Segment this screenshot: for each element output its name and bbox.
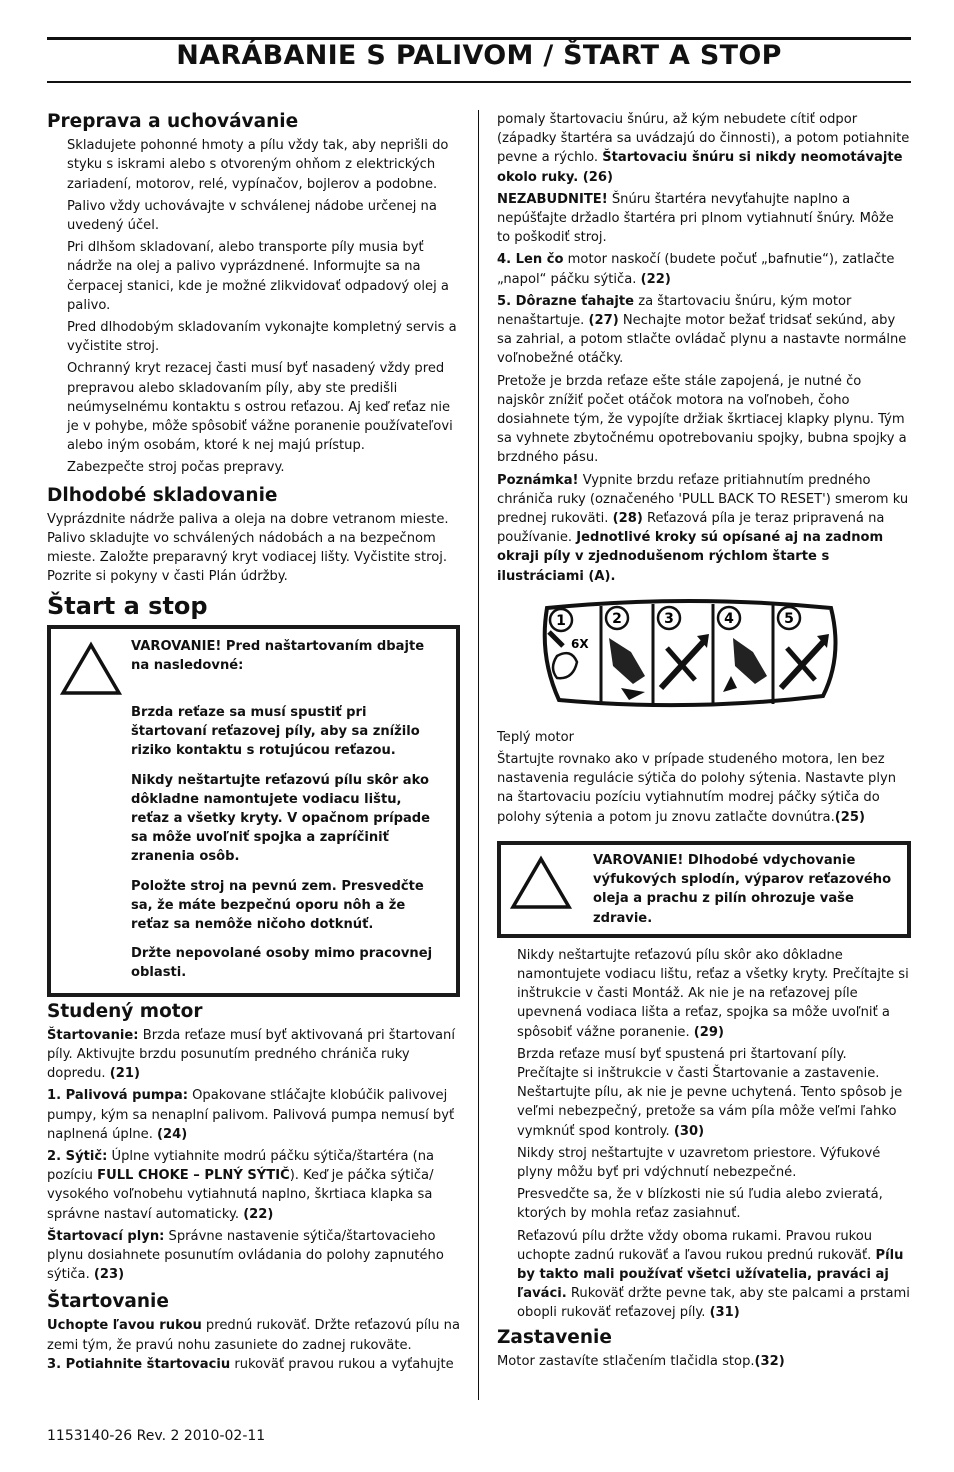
heading-start-stop: Štart a stop xyxy=(47,591,208,620)
paragraph: Teplý motor xyxy=(497,729,574,745)
step-number: 5 xyxy=(784,610,794,627)
step-number: 1 xyxy=(556,612,566,629)
paragraph: Vyprázdnite nádrže paliva a oleja na dobre vetranom mieste. Palivo skladujte vo schválených nádobách a na bezpečnom mieste. Založte preparavný kryt vodiacej lišty. Vyčistite stroj. Pozrite si pokyny v časti Plán údržby. xyxy=(47,511,449,585)
warning-box xyxy=(47,625,460,997)
heading-dlhodobe: Dlhodobé skladovanie xyxy=(47,484,278,506)
page-title: NARÁBANIE S PALIVOM / ŠTART A STOP xyxy=(176,40,782,71)
step-number: 2 xyxy=(612,610,622,627)
paragraph: Reťazovú pílu držte vždy oboma rukami. Pravou rukou uchopte zadnú rukoväť a ľavou rukou prednú rukoväť. Pílu by takto mali používať všetci užívatelia, praváci aj ľaváci. Rukoväť držte pevne tak, aby ste palcami a prstami obopli rukoväť reťazovej píly. (31) xyxy=(517,1228,910,1321)
heading-preprava: Preprava a uchovávanie xyxy=(47,111,299,132)
paragraph: 1. Palivová pumpa: Opakovane stláčajte klobúčik palivovej pumpy, kým sa nenaplní palivom. Palivová pumpa nemusí byť naplnená úplne. (24) xyxy=(47,1088,455,1142)
paragraph: Nikdy stroj neštartujte v uzavretom priestore. Výfukové plyny môžu byť pri vdýchnutí nebezpečné. xyxy=(517,1145,881,1180)
paragraph: 5. Dôrazne ťahajte za štartovaciu šnúru, kým motor nenaštartuje. (27) Nechajte motor bežať tridsať sekúnd, aby sa zahrial, a potom stlačte ovládač plynu a nastavte normálne voľnobežné otáčky. xyxy=(497,293,907,367)
paragraph: Brzda reťaze musí byť spustená pri štartovaní píly. Prečítajte si inštrukcie v časti Štartovanie a zastavenie. Neštartujte pílu, ak nie je pevne uchytená. Tento spôsob je veľmi nebezpečný, pretože sa vám píla môže veľmi ľahko vymknúť spod kontroly. (30) xyxy=(517,1046,903,1139)
heading-studeny: Studený motor xyxy=(47,1000,203,1022)
warning-item: Držte nepovolané osoby mimo pracovnej oblasti. xyxy=(131,946,433,981)
paragraph: Pred dlhodobým skladovaním vykonajte kompletný servis a vyčistite stroj. xyxy=(67,319,457,355)
paragraph: Štartovanie: Brzda reťaze musí byť aktivovaná pri štartovaní píly. Aktivujte brzdu posunutím predného chrániča ruky dopredu. (21) xyxy=(47,1027,455,1082)
footer-revision: 1153140-26 Rev. 2 2010-02-11 xyxy=(47,1428,266,1444)
paragraph: Zabezpečte stroj počas prepravy. xyxy=(67,460,285,476)
paragraph: Nikdy neštartujte reťazovú pílu skôr ako dôkladne namontujete vodiacu lištu, reťaz a všetky kryty. Prečítajte si inštrukcie v časti Montáž. Ak nie je na reťazovej píle upevnená vodiaca lišta a reťaz, spojka sa môže uvoľniť a spôsobiť vážne poranenie. (29) xyxy=(517,947,909,1040)
warning-triangle-icon xyxy=(509,851,593,928)
column-divider xyxy=(478,110,479,1400)
paragraph: Presvedčte sa, že v blízkosti nie sú ľudia alebo zvieratá, ktorých by mohla reťaz zasiahnuť. xyxy=(517,1187,883,1222)
paragraph: Pretože je brzda reťaze ešte stále zapojená, je nutné čo najskôr znížiť počet otáčok motora na voľnobeh, čoho dosiahnete tým, že vypojíte držiak škrtiacej klapky plynu. Tým sa vyhnete zbytočnému opotrebovaniu spojky, bubna spojky a brzdného pásu. xyxy=(497,373,907,466)
paragraph: pomaly štartovaciu šnúru, až kým nebudete cítiť odpor (západky štartéra sa uvádzajú do činnosti), a potom potiahnite pevne a rýchlo. Štartovaciu šnúru si nikdy neomotávajte okolo ruky. (26) xyxy=(497,112,910,185)
warning-item: Položte stroj na pevnú zem. Presvedčte sa, že máte bezpečnú oporu nôh a že reťaz sa nemôže ničoho dotknúť. xyxy=(131,878,424,932)
step-number: 3 xyxy=(664,610,674,627)
paragraph: Štartujte rovnako ako v prípade studeného motora, len bez nastavenia regulácie sýtiča do polohy sýtenia. Nastavte plyn na štartovaciu pozíciu vytiahnutím modrej páčky sýtiča do polohy sýtenia a potom ju znovu zatlačte dovnútra.(25) xyxy=(497,752,897,825)
illus-6x-label: 6X xyxy=(571,636,589,651)
paragraph: Motor zastavíte stlačením tlačidla stop.(32) xyxy=(497,1353,785,1369)
paragraph: Pri dlhšom skladovaní, alebo transporte píly musia byť nádrže na olej a palivo vyprázdnené. Informujte sa na čerpacej stanici, kde je možné zlikvidovať odpadový olej a palivo. xyxy=(67,240,449,313)
paragraph: 3. Potiahnite štartovaciu rukoväť pravou rukou a vyťahujte xyxy=(47,1356,454,1372)
right-column xyxy=(497,110,911,1374)
heading-zastavenie: Zastavenie xyxy=(497,1326,612,1348)
warning-box xyxy=(497,841,911,938)
paragraph: Palivo vždy uchovávajte v schválenej nádobe určenej na uvedený účel. xyxy=(67,198,437,233)
paragraph: Štartovací plyn: Správne nastavenie sýtiča/štartovacieho plynu dosiahnete posunutím ovládania do polohy zapnutého sýtiča. (23) xyxy=(47,1228,444,1283)
warning-item: Nikdy neštartujte reťazovú pílu skôr ako dôkladne namontujete vodiacu lištu, reťaz a všetky kryty. V opačnom prípade sa môže uvoľniť spojka a zapríčiniť zranenia osôb. xyxy=(131,772,431,865)
warning-triangle-icon xyxy=(59,637,131,983)
paragraph: 2. Sýtič: Úplne vytiahnite modrú páčku sýtiča/štartéra (na pozíciu FULL CHOKE – PLNÝ SÝTIČ). Keď je páčka sýtiča/ vysokého voľnobehu vytiahnutá naplno, škrtiaca klapka sa správne nastaví automaticky. (22) xyxy=(47,1148,435,1222)
title-rule xyxy=(47,81,911,83)
safety-list xyxy=(497,946,911,1323)
preprava-section xyxy=(47,136,460,477)
left-column xyxy=(47,110,460,1377)
paragraph: Ochranný kryt rezacej časti musí byť nasadený vždy pred prepravou alebo skladovaním píly, aby ste predišli neúmyselnému kontaktu s ostrou reťazou. Aj keď reťaz nie je v pohybe, môže spôsobiť vážne poranenie používateľovi alebo iným osobám, ktoré k nej majú prístup. xyxy=(67,361,453,454)
paragraph: NEZABUDNITE! Šnúru štartéra nevyťahujte naplno a nepúšťajte držadlo štartéra pri plnom vytiahnutí šnúry. Môže to poškodiť stroj. xyxy=(497,191,894,246)
quick-start-illustration xyxy=(537,596,911,716)
warning-title: VAROVANIE! Pred naštartovaním dbajte na nasledovné: xyxy=(131,638,425,673)
paragraph: Poznámka! Vypnite brzdu reťaze pritiahnutím predného chrániča ruky (označeného 'PULL BACK TO RESET') smerom ku prednej rukoväti. (28) Reťazová píla je teraz pripravená na používanie. Jednotlivé kroky sú opísané aj na zadnom okraji píly v zjednodušenom rýchlom štarte s ilustráciami (A). xyxy=(497,472,909,584)
step-number: 4 xyxy=(724,610,734,627)
paragraph: 4. Len čo motor naskočí (budete počuť „bafnutie“), zatlačte „napol“ páčku sýtiča. (22) xyxy=(497,252,895,287)
paragraph: Skladujete pohonné hmoty a pílu vždy tak, aby neprišli do styku s iskrami alebo s otvoreným ohňom z elektrických zariadení, motorov, relé, vypínačov, bojlerov a podobne. xyxy=(67,138,449,192)
heading-startovanie: Štartovanie xyxy=(47,1291,169,1313)
paragraph: Uchopte ľavou rukou prednú rukoväť. Držte reťazovú pílu na zemi tým, že pravú nohu zasuniete do zadnej rukoväte. xyxy=(47,1318,460,1353)
warning-item: Brzda reťaze sa musí spustiť pri štartovaní reťazovej píly, aby sa znížilo riziko kontaktu s rotujúcou reťazou. xyxy=(131,704,420,759)
warning-title: VAROVANIE! Dlhodobé vdychovanie výfukových splodín, výparov reťazového oleja a prachu z pilín ohrozuje vaše zdravie. xyxy=(593,852,892,926)
